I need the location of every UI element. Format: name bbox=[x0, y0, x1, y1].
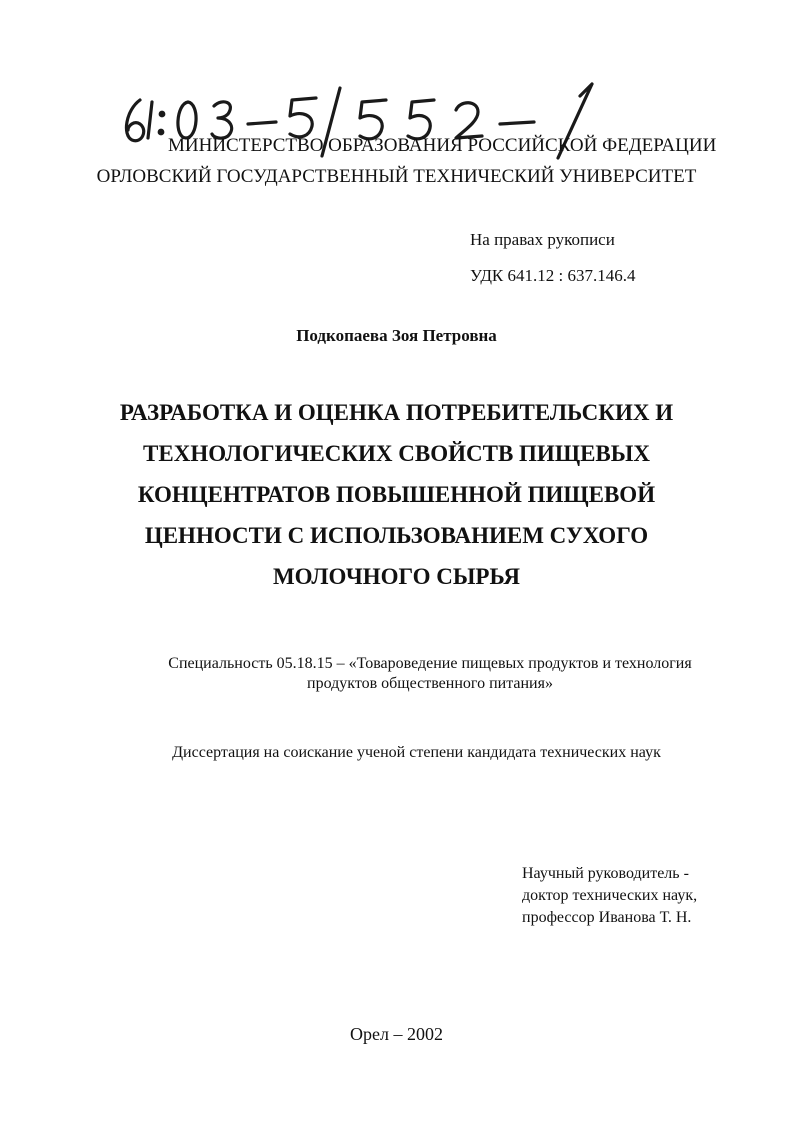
manuscript-rights: На правах рукописи bbox=[470, 230, 615, 249]
supervisor-block bbox=[522, 863, 697, 929]
title-line: КОНЦЕНТРАТОВ ПОВЫШЕННОЙ ПИЩЕВОЙ bbox=[137, 482, 656, 507]
title-line: МОЛОЧНОГО СЫРЬЯ bbox=[272, 564, 521, 589]
title-line: ТЕХНОЛОГИЧЕСКИХ СВОЙСТВ ПИЩЕВЫХ bbox=[143, 441, 650, 466]
specialty bbox=[100, 654, 760, 694]
supervisor-line: Научный руководитель - bbox=[522, 865, 689, 882]
udk-code: УДК 641.12 : 637.146.4 bbox=[470, 266, 636, 285]
dissertation-title bbox=[100, 392, 693, 597]
supervisor-line: доктор технических наук, bbox=[522, 887, 698, 904]
specialty-line: продуктов общественного питания» bbox=[307, 675, 553, 692]
title-line: ЦЕННОСТИ С ИСПОЛЬЗОВАНИЕМ СУХОГО bbox=[144, 523, 649, 548]
specialty-line: Специальность 05.18.15 – «Товароведение пищевых продуктов и технология bbox=[168, 655, 692, 672]
ministry-heading: МИНИСТЕРСТВО ОБРАЗОВАНИЯ РОССИЙСКОЙ ФЕДЕРАЦИИ bbox=[168, 135, 717, 156]
university-heading: ОРЛОВСКИЙ ГОСУДАРСТВЕННЫЙ ТЕХНИЧЕСКИЙ УНИВЕРСИТЕТ bbox=[96, 166, 697, 187]
city-year: Орел – 2002 bbox=[350, 1024, 443, 1044]
supervisor-line: профессор Иванова Т. Н. bbox=[522, 909, 692, 926]
title-line: РАЗРАБОТКА И ОЦЕНКА ПОТРЕБИТЕЛЬСКИХ И bbox=[119, 400, 674, 425]
author-name: Подкопаева Зоя Петровна bbox=[296, 326, 497, 345]
dissertation-degree: Диссертация на соискание ученой степени кандидата технических наук bbox=[172, 744, 661, 761]
